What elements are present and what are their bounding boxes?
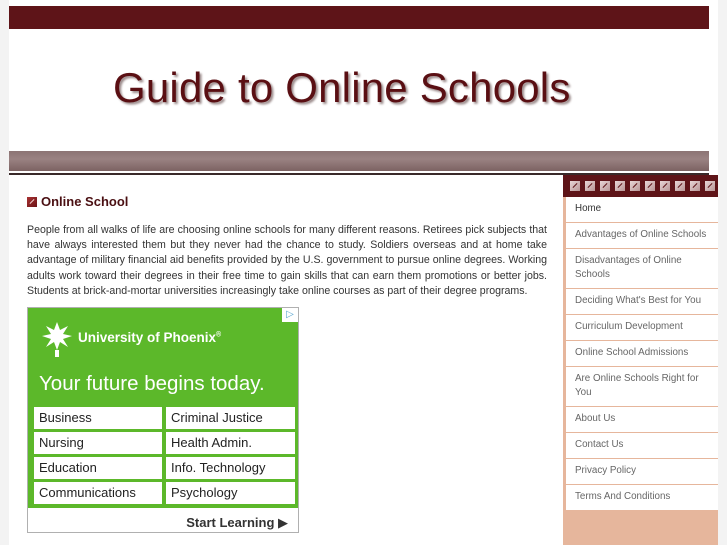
sidebar-bullet-icon: [570, 181, 580, 191]
nav-item-deciding[interactable]: Deciding What's Best for You: [566, 289, 718, 315]
heading-bullet-icon: [27, 197, 37, 207]
ad-program-health-admin[interactable]: Health Admin.: [166, 432, 295, 454]
site-header: [9, 29, 709, 151]
ad-program-communications[interactable]: Communications: [34, 482, 162, 504]
nav-item-curriculum[interactable]: Curriculum Development: [566, 315, 718, 341]
sidebar-header: [563, 175, 718, 197]
site-title[interactable]: Guide to Online Schools: [113, 64, 571, 111]
sidebar-bullet-icon: [615, 181, 625, 191]
page-margin-left: [0, 0, 9, 545]
nav-item-right-for-you[interactable]: Are Online Schools Right for You: [566, 367, 718, 407]
phoenix-logo-icon: [40, 320, 74, 358]
sidebar-nav: [566, 197, 718, 511]
ad-program-grid: [34, 407, 297, 504]
intro-paragraph: People from all walks of life are choosing online schools for many different reasons. Retirees pick subjects that have always interested them but they never had the chance to study. Soldiers overseas and at home take advantage of military financial aid benefits provided by the U.S. government to pursue online degrees. Working adults work toward their degrees in their free time to gain skills that can earn them promotions or better jobs. Students at brick-and-mortar universities increasingly take online courses as part of their degree programs.: [27, 224, 547, 297]
top-bar: [9, 6, 709, 29]
ad-program-info-technology[interactable]: Info. Technology: [166, 457, 295, 479]
ad-program-psychology[interactable]: Psychology: [166, 482, 295, 504]
nav-item-advantages[interactable]: Advantages of Online Schools: [566, 223, 718, 249]
nav-item-contact[interactable]: Contact Us: [566, 433, 718, 459]
sidebar: [563, 175, 718, 545]
start-learning-button[interactable]: Start Learning ▶: [186, 515, 288, 530]
nav-item-disadvantages[interactable]: Disadvantages of Online Schools: [566, 249, 718, 289]
nav-item-terms[interactable]: Terms And Conditions: [566, 485, 718, 511]
header-stripe: [9, 151, 709, 171]
registered-mark: ®: [216, 331, 222, 339]
sidebar-bullet-icon: [690, 181, 700, 191]
sidebar-bullet-icon: [600, 181, 610, 191]
ad-tagline: Your future begins today.: [39, 372, 265, 395]
nav-item-admissions[interactable]: Online School Admissions: [566, 341, 718, 367]
main-content: [27, 185, 547, 299]
ad-program-business[interactable]: Business: [34, 407, 162, 429]
sidebar-bullet-icon: [660, 181, 670, 191]
page-margin-right: [718, 0, 727, 545]
sidebar-bullet-icon: [630, 181, 640, 191]
sidebar-bullet-icon: [675, 181, 685, 191]
ad-choices-icon[interactable]: ▷: [282, 308, 298, 322]
ad-program-education[interactable]: Education: [34, 457, 162, 479]
nav-item-about[interactable]: About Us: [566, 407, 718, 433]
ad-program-criminal-justice[interactable]: Criminal Justice: [166, 407, 295, 429]
page-title: Online School: [41, 194, 129, 209]
ad-program-nursing[interactable]: Nursing: [34, 432, 162, 454]
ad-banner[interactable]: [28, 308, 298, 508]
sidebar-bullet-icon: [705, 181, 715, 191]
nav-item-home[interactable]: Home: [566, 197, 718, 223]
ad-brand-name: University of Phoenix®: [78, 330, 222, 345]
sidebar-bullet-icon: [585, 181, 595, 191]
advertisement[interactable]: [27, 307, 299, 533]
page-heading: [27, 194, 547, 209]
sidebar-bullet-icon: [645, 181, 655, 191]
nav-item-privacy[interactable]: Privacy Policy: [566, 459, 718, 485]
